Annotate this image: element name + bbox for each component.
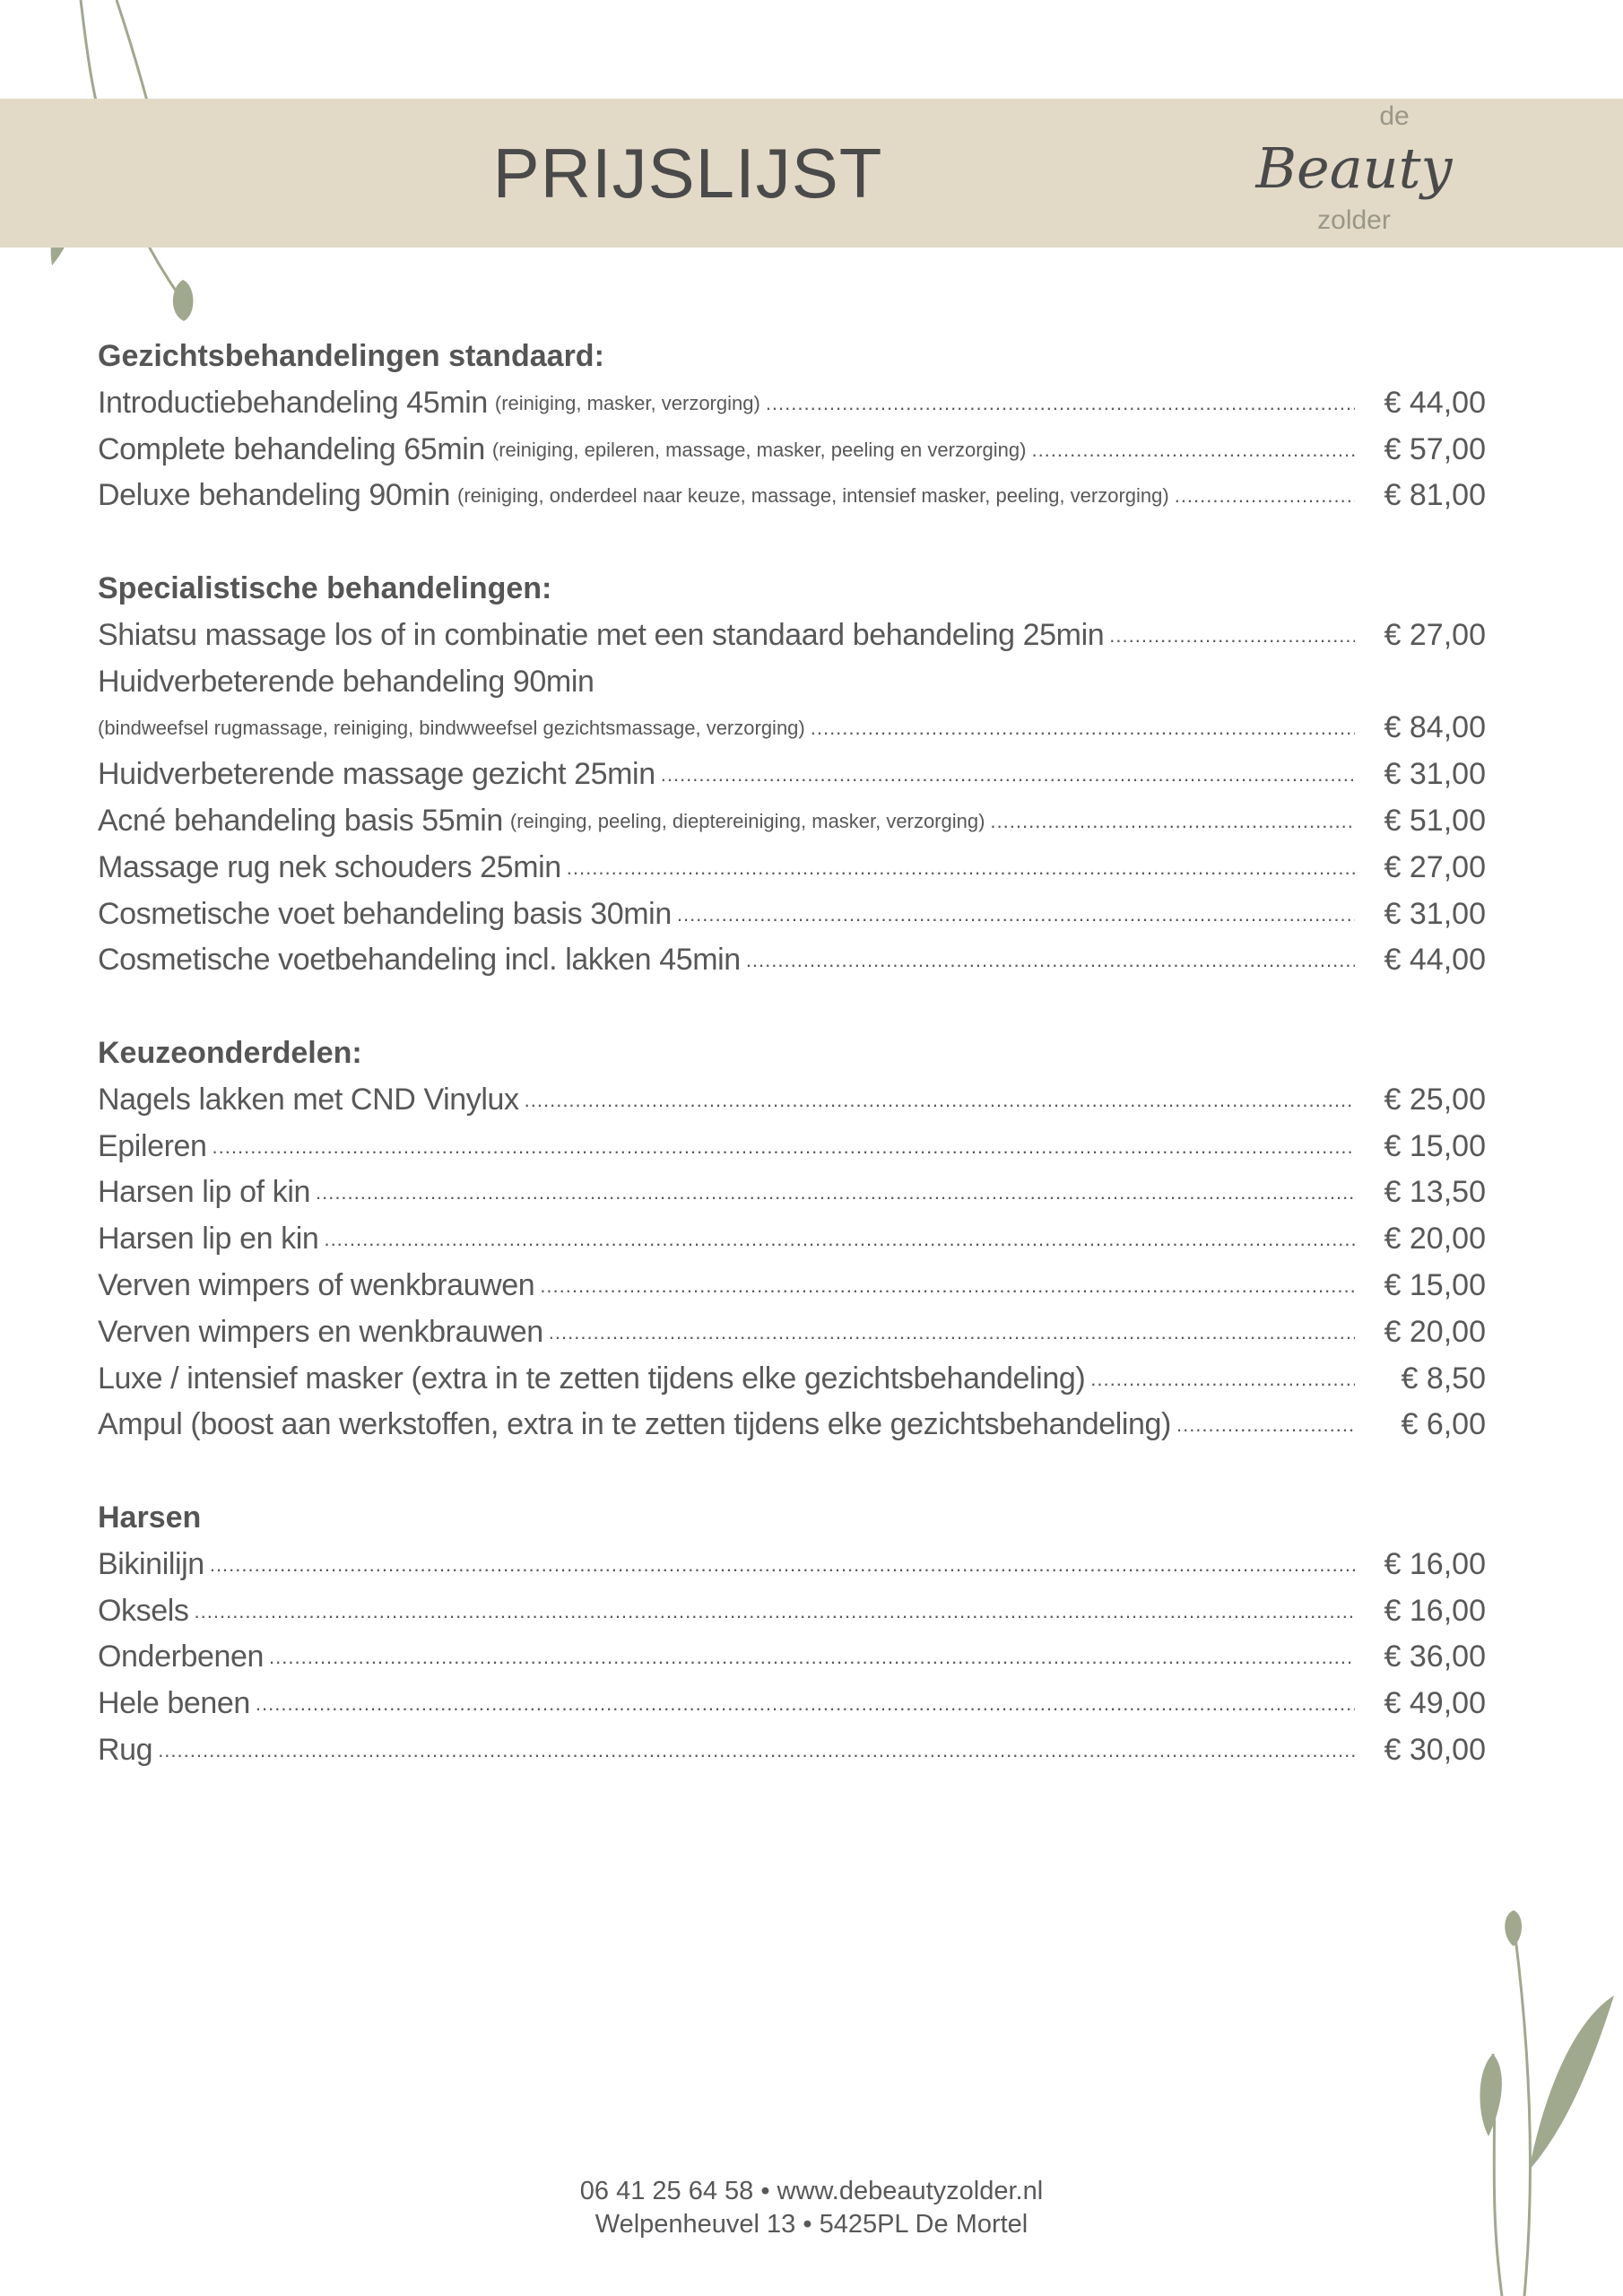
item-description [98, 1634, 1355, 1681]
dot-leader [677, 891, 1355, 938]
item-price: € 16,00 [1384, 1593, 1486, 1628]
footer [0, 2175, 1623, 2241]
item-note: (reiniging, epileren, massage, masker, peeling en verzorging) [491, 438, 1027, 461]
section-gap [98, 1448, 1486, 1495]
item-description [98, 1216, 1355, 1263]
item-name: Bikinilijn [98, 1546, 204, 1581]
price-row [98, 1727, 1486, 1774]
item-description [98, 427, 1355, 474]
item-note: (reiniging, masker, verzorging) [494, 391, 760, 414]
page-title: PRIJSLIJST [492, 134, 883, 213]
price-row [98, 1356, 1486, 1403]
logo [1219, 100, 1488, 244]
item-price: € 44,00 [1384, 943, 1486, 978]
dot-leader [811, 705, 1355, 752]
item-description [98, 1356, 1355, 1403]
item-name: Harsen lip of kin [98, 1175, 310, 1210]
section-heading: Harsen [98, 1500, 202, 1535]
dot-leader [746, 937, 1355, 984]
price-row [98, 937, 1486, 984]
item-description [98, 1309, 1355, 1356]
item-price: € 57,00 [1384, 431, 1486, 466]
item-note: (reiniging, onderdeel naar keuze, massage, intensief masker, peeling, verzorging) [457, 484, 1169, 508]
item-price: € 6,00 [1401, 1407, 1486, 1442]
item-name: Verven wimpers of wenkbrauwen [98, 1267, 535, 1302]
dot-leader [195, 1588, 1355, 1635]
item-price: € 44,00 [1384, 385, 1486, 420]
footer-address: Welpenheuvel 13 • 5425PL De Mortel [595, 2210, 1028, 2239]
price-row [98, 1124, 1486, 1170]
section-gap [98, 984, 1486, 1031]
item-price: € 27,00 [1384, 617, 1486, 652]
item-name: Harsen lip en kin [98, 1222, 319, 1257]
item-name: Luxe / intensief masker (extra in te zetten tijdens elke gezichtsbehandeling) [98, 1361, 1086, 1396]
item-price: € 49,00 [1384, 1686, 1486, 1721]
section-heading: Gezichtsbehandelingen standaard: [98, 339, 604, 373]
dot-leader [1109, 613, 1355, 659]
item-name: Acné behandeling basis 55min [98, 803, 503, 838]
price-row [98, 473, 1486, 519]
dot-leader [567, 845, 1355, 891]
item-price: € 15,00 [1384, 1267, 1486, 1302]
item-name: Ampul (boost aan werkstoffen, extra in te zetten tijdens elke gezichtsbehandeling) [98, 1407, 1171, 1442]
item-price: € 51,00 [1384, 803, 1486, 838]
item-name: Hele benen [98, 1686, 250, 1721]
item-description [98, 891, 1355, 938]
item-price: € 27,00 [1384, 849, 1486, 884]
item-price: € 20,00 [1384, 1314, 1486, 1349]
item-description [98, 1727, 1355, 1774]
price-row [98, 427, 1486, 474]
dot-leader [210, 1542, 1355, 1588]
item-price: € 15,00 [1384, 1128, 1486, 1163]
dot-leader [256, 1681, 1355, 1727]
item-name: Complete behandeling 65min [98, 431, 485, 466]
item-description [98, 1170, 1355, 1216]
item-price: € 25,00 [1384, 1082, 1486, 1117]
item-description [98, 1077, 1355, 1124]
item-price: € 31,00 [1384, 757, 1486, 792]
price-row [98, 613, 1486, 659]
price-row [98, 1588, 1486, 1635]
dot-leader [525, 1077, 1355, 1124]
item-name: Cosmetische voetbehandeling incl. lakken 45min [98, 943, 741, 978]
dot-leader [766, 380, 1355, 427]
item-name: Huidverbeterende behandeling 90min [98, 664, 595, 699]
item-description [98, 798, 1355, 845]
item-description [98, 1588, 1355, 1635]
item-name: Huidverbeterende massage gezicht 25min [98, 757, 655, 792]
dot-leader [661, 752, 1355, 798]
price-row-title [98, 659, 1486, 706]
item-name: Rug [98, 1732, 153, 1767]
item-name: Cosmetische voet behandeling basis 30min [98, 896, 672, 931]
price-row [98, 705, 1486, 752]
item-note: (reinging, peeling, dieptereiniging, masker, verzorging) [509, 809, 985, 832]
item-note: (bindweefsel rugmassage, reiniging, bindwweefsel gezichtsmassage, verzorging) [98, 717, 805, 740]
item-description [98, 1542, 1355, 1588]
item-price: € 30,00 [1384, 1732, 1486, 1767]
dot-leader [158, 1727, 1355, 1774]
dot-leader [540, 1263, 1355, 1309]
item-price: € 13,50 [1384, 1175, 1486, 1210]
dot-leader [316, 1170, 1355, 1216]
price-row [98, 1634, 1486, 1681]
dot-leader [549, 1309, 1355, 1356]
dot-leader [213, 1124, 1355, 1170]
item-name: Epileren [98, 1128, 207, 1163]
item-price: € 8,50 [1401, 1361, 1486, 1396]
dot-leader [1175, 473, 1355, 519]
item-name: Deluxe behandeling 90min [98, 478, 451, 513]
item-description [98, 752, 1355, 798]
item-name: Nagels lakken met CND Vinylux [98, 1082, 519, 1117]
item-price: € 84,00 [1384, 710, 1486, 745]
dot-leader [1031, 427, 1355, 474]
item-price: € 20,00 [1384, 1222, 1486, 1257]
item-description [98, 613, 1355, 659]
item-description [98, 705, 1355, 752]
item-name: Verven wimpers en wenkbrauwen [98, 1314, 543, 1349]
item-description [98, 1124, 1355, 1170]
section-heading: Specialistische behandelingen: [98, 570, 552, 605]
price-row [98, 891, 1486, 938]
logo-beauty: Beauty [1255, 135, 1453, 201]
price-row [98, 1263, 1486, 1309]
dot-leader [990, 798, 1355, 845]
item-description [98, 1681, 1355, 1727]
price-row [98, 845, 1486, 891]
item-name: Onderbenen [98, 1639, 265, 1674]
dot-leader [1176, 1402, 1355, 1448]
item-description [98, 473, 1355, 519]
section-gap [98, 519, 1486, 566]
dot-leader [269, 1634, 1355, 1681]
item-name: Introductiebehandeling 45min [98, 385, 488, 420]
price-row [98, 1216, 1486, 1263]
item-description [98, 937, 1355, 984]
price-row [98, 798, 1486, 845]
item-price: € 31,00 [1384, 896, 1486, 931]
price-row [98, 752, 1486, 798]
logo-de: de [1379, 101, 1410, 131]
price-row [98, 1402, 1486, 1448]
price-row [98, 1542, 1486, 1588]
item-description [98, 380, 1355, 427]
item-name: Massage rug nek schouders 25min [98, 849, 561, 884]
item-price: € 16,00 [1384, 1546, 1486, 1581]
item-price: € 36,00 [1384, 1639, 1486, 1674]
price-row [98, 1681, 1486, 1727]
price-row [98, 380, 1486, 427]
item-description [98, 1263, 1355, 1309]
price-row [98, 1170, 1486, 1216]
footer-contact: 06 41 25 64 58 • www.debeautyzolder.nl [579, 2177, 1044, 2205]
section-heading: Keuzeonderdelen: [98, 1035, 362, 1070]
dot-leader [1090, 1356, 1355, 1403]
logo-zolder: zolder [1317, 205, 1391, 235]
price-row [98, 1077, 1486, 1124]
price-row [98, 1309, 1486, 1356]
item-description [98, 845, 1355, 891]
item-price: € 81,00 [1384, 478, 1486, 513]
item-name: Oksels [98, 1593, 189, 1628]
item-name: Shiatsu massage los of in combinatie met een standaard behandeling 25min [98, 617, 1105, 652]
price-list [98, 334, 1486, 1774]
dot-leader [324, 1216, 1355, 1263]
item-description [98, 1402, 1355, 1448]
